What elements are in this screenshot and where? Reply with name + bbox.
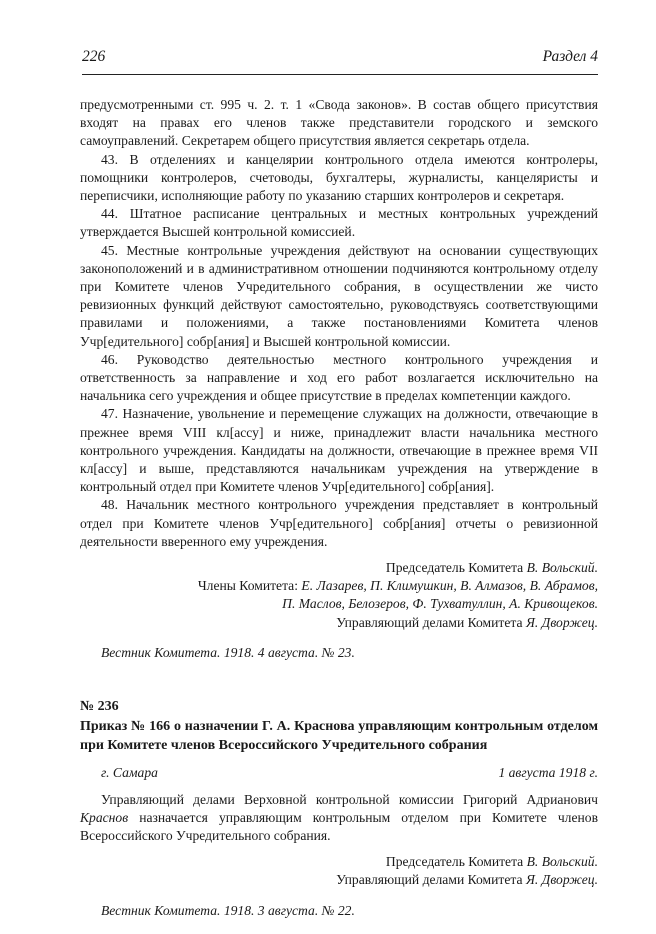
signature-members: Члены Комитета: Е. Лазарев, П. Климушкин, В. Алмазов, В. Абрамов, <box>197 578 598 594</box>
page-number: 226 <box>82 48 106 65</box>
section-title: Раздел 4 <box>542 48 598 65</box>
signature-chair: Председатель Комитета В. Вольский. <box>385 560 598 576</box>
document-place: г. Самара <box>101 765 158 781</box>
document-title: Приказ № 166 о назначении Г. А. Краснова управляющим контрольным отделом при Комитете членов Всероссийского Учредительного собрания <box>80 719 598 753</box>
header-rule <box>82 74 598 75</box>
paragraph-44: 44. Штатное расписание центральных и местных контрольных учреждений утверждается Высшей контрольной комиссией. <box>80 206 598 240</box>
signature-chair-2: Председатель Комитета В. Вольский. <box>385 854 598 870</box>
signature-block-2 <box>80 853 598 889</box>
document-body: Управляющий делами Верховной контрольной комиссии Григорий Адрианович Краснов назначается управляющим контрольным отделом при Комитете членов Всероссийского Учредительного собрания. <box>80 791 598 843</box>
signature-manager: Управляющий делами Комитета Я. Дворжец. <box>336 614 598 630</box>
place-date-line <box>80 764 598 782</box>
source-citation-1: Вестник Комитета. 1918. 4 августа. № 23. <box>101 644 355 660</box>
paragraph-47: 47. Назначение, увольнение и перемещение служащих на должности, отвечающие в прежнее время VIII кл[ассу] и ниже, принадлежит власти начальника местного контрольного учреждения. Кандидаты на должности, отвечающие в прежнее время VII кл[ассу] и выше, представляются начальникам учреждения на утверждение в контрольный отдел при Комитете членов Учр[едительного] собр[ания]. <box>80 406 598 495</box>
signature-members-cont: П. Маслов, Белозеров, Ф. Тухватуллин, А. Кривощеков. <box>282 596 598 612</box>
paragraph-43: 43. В отделениях и канцелярии контрольного отдела имеются контролеры, помощники контролеров, счетоводы, бухгалтеры, журналисты, канцеляристы и переписчики, исполняющие работу по указанию старших контролеров и секретаря. <box>80 151 598 204</box>
signature-manager-2: Управляющий делами Комитета Я. Дворжец. <box>336 872 598 888</box>
source-citation-2: Вестник Комитета. 1918. 3 августа. № 22. <box>101 902 355 918</box>
paragraph-intro: предусмотренными ст. 995 ч. 2. т. 1 «Свода законов». В состав общего присутствия входят на правах его членов также представители городского и земского самоуправлений. Секретарем общего присутствия является секретарь отдела. <box>80 97 598 149</box>
document-date: 1 августа 1918 г. <box>498 765 598 781</box>
running-header <box>82 38 598 68</box>
paragraph-45: 45. Местные контрольные учреждения действуют на основании существующих законоположений и в административном отношении подчиняются контрольному отделу при Комитете членов Учредительного собрания, в осуществлении же чисто ревизионных функций действуют самостоятельно, руководствуясь соответствующими правилами и положениями, а также постановлениями Комитета членов Учр[едительного] собр[ания] и Высшей контрольной комиссии. <box>80 242 598 349</box>
signature-block-1 <box>80 559 598 632</box>
paragraph-46: 46. Руководство деятельностью местного контрольного учреждения и ответственность за направление и ход его работ возлагается исключительно на начальника сего учреждения и общее присутствие в пределах компетенции каждого. <box>80 351 598 404</box>
document-number: № 236 <box>80 699 119 715</box>
page-body <box>80 96 598 920</box>
paragraph-48: 48. Начальник местного контрольного учреждения представляет в контрольный отдел при Комитете членов Учр[едительного] собр[ания] отчеты о ревизионной деятельности вверенного ему учреждения. <box>80 497 598 549</box>
